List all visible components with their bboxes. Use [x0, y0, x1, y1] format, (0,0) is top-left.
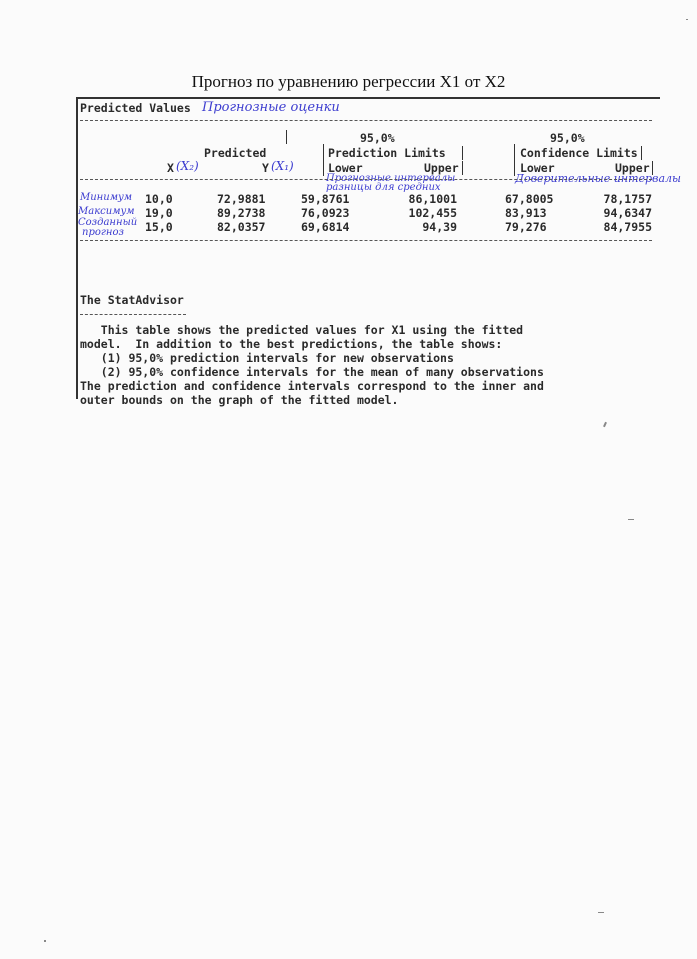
- scan-speck: [603, 422, 607, 427]
- scan-speck: [598, 912, 604, 913]
- advisor-line: model. In addition to the best predictions, the table shows:: [80, 337, 503, 351]
- advisor-underline: [80, 314, 186, 315]
- conf-upper-value: 84,7955: [603, 220, 652, 234]
- scan-speck: [628, 519, 634, 520]
- pred-lower-value: 69,6814: [301, 220, 350, 234]
- row-note-2: прогноз: [82, 227, 124, 238]
- predicted-value: 72,9881: [217, 192, 266, 206]
- advisor-line: The prediction and confidence intervals correspond to the inner and: [80, 379, 544, 393]
- conf-right-bar: [641, 146, 642, 160]
- divider-header: [80, 179, 652, 180]
- y-header-note: (X₁): [271, 159, 294, 173]
- scan-speck: [686, 19, 688, 20]
- page-title: Прогноз по уравнению регрессии X1 от X2: [191, 72, 506, 91]
- pred-lower-value: 59,8761: [301, 192, 350, 206]
- conf-lower-value: 83,913: [505, 206, 547, 220]
- scan-speck: [44, 940, 46, 942]
- conf-upper-value: 78,1757: [603, 192, 652, 206]
- pred-intervals-note-2: разницы для средних: [326, 182, 441, 193]
- pred-upper-bar: [462, 161, 463, 175]
- advisor-line: This table shows the predicted values for X1 using the fitted: [80, 323, 524, 337]
- pred-limits-header: Prediction Limits: [328, 146, 446, 160]
- pred-upper-value: 102,455: [408, 206, 457, 220]
- conf-limits-header: Confidence Limits: [520, 146, 638, 160]
- table-heading-note: Прогнозные оценки: [202, 100, 340, 115]
- pred-upper-header: Upper: [424, 161, 459, 175]
- advisor-line: outer bounds on the graph of the fitted model.: [80, 393, 399, 407]
- pred-level-header: 95,0%: [360, 131, 395, 145]
- pred-upper-value: 86,1001: [408, 192, 457, 206]
- row-note: Минимум: [80, 192, 133, 203]
- conf-lower-header: Lower: [520, 161, 555, 175]
- advisor-line: (1) 95,0% prediction intervals for new observations: [80, 351, 454, 365]
- row-note: Максимум: [78, 206, 135, 217]
- predicted-value: 89,2738: [217, 206, 266, 220]
- divider-bottom: [80, 240, 652, 241]
- pred-intervals-note: Прогнозные интервалы: [326, 173, 456, 184]
- predicted-value: 82,0357: [217, 220, 266, 234]
- table-heading: Predicted Values: [80, 101, 191, 115]
- conf-level-header: 95,0%: [550, 131, 585, 145]
- x-value: 10,0: [145, 192, 173, 206]
- predicted-header: Predicted: [204, 146, 267, 160]
- x-value: 15,0: [145, 220, 173, 234]
- pred-upper-value: 94,39: [422, 220, 457, 234]
- x-header-note: (X₂): [176, 159, 199, 173]
- y-header: Y: [262, 161, 269, 175]
- pred-lower-value: 76,0923: [301, 206, 350, 220]
- conf-lower-value: 79,276: [505, 220, 547, 234]
- pred-right-bar: [462, 146, 463, 160]
- conf-lower-value: 67,8005: [505, 192, 554, 206]
- x-value: 19,0: [145, 206, 173, 220]
- x-header: X: [167, 161, 174, 175]
- conf-intervals-note: Доверительные интервалы: [515, 172, 681, 185]
- conf-upper-value: 94,6347: [603, 206, 652, 220]
- advisor-heading: The StatAdvisor: [80, 293, 184, 307]
- conf-upper-header: Upper: [615, 161, 650, 175]
- column-separator: [286, 130, 287, 144]
- pred-lower-header: Lower: [328, 161, 363, 175]
- advisor-line: (2) 95,0% confidence intervals for the mean of many observations: [80, 365, 544, 379]
- row-note: Созданный: [78, 217, 138, 228]
- pred-left-bar: [323, 144, 324, 176]
- divider-top: [80, 120, 652, 121]
